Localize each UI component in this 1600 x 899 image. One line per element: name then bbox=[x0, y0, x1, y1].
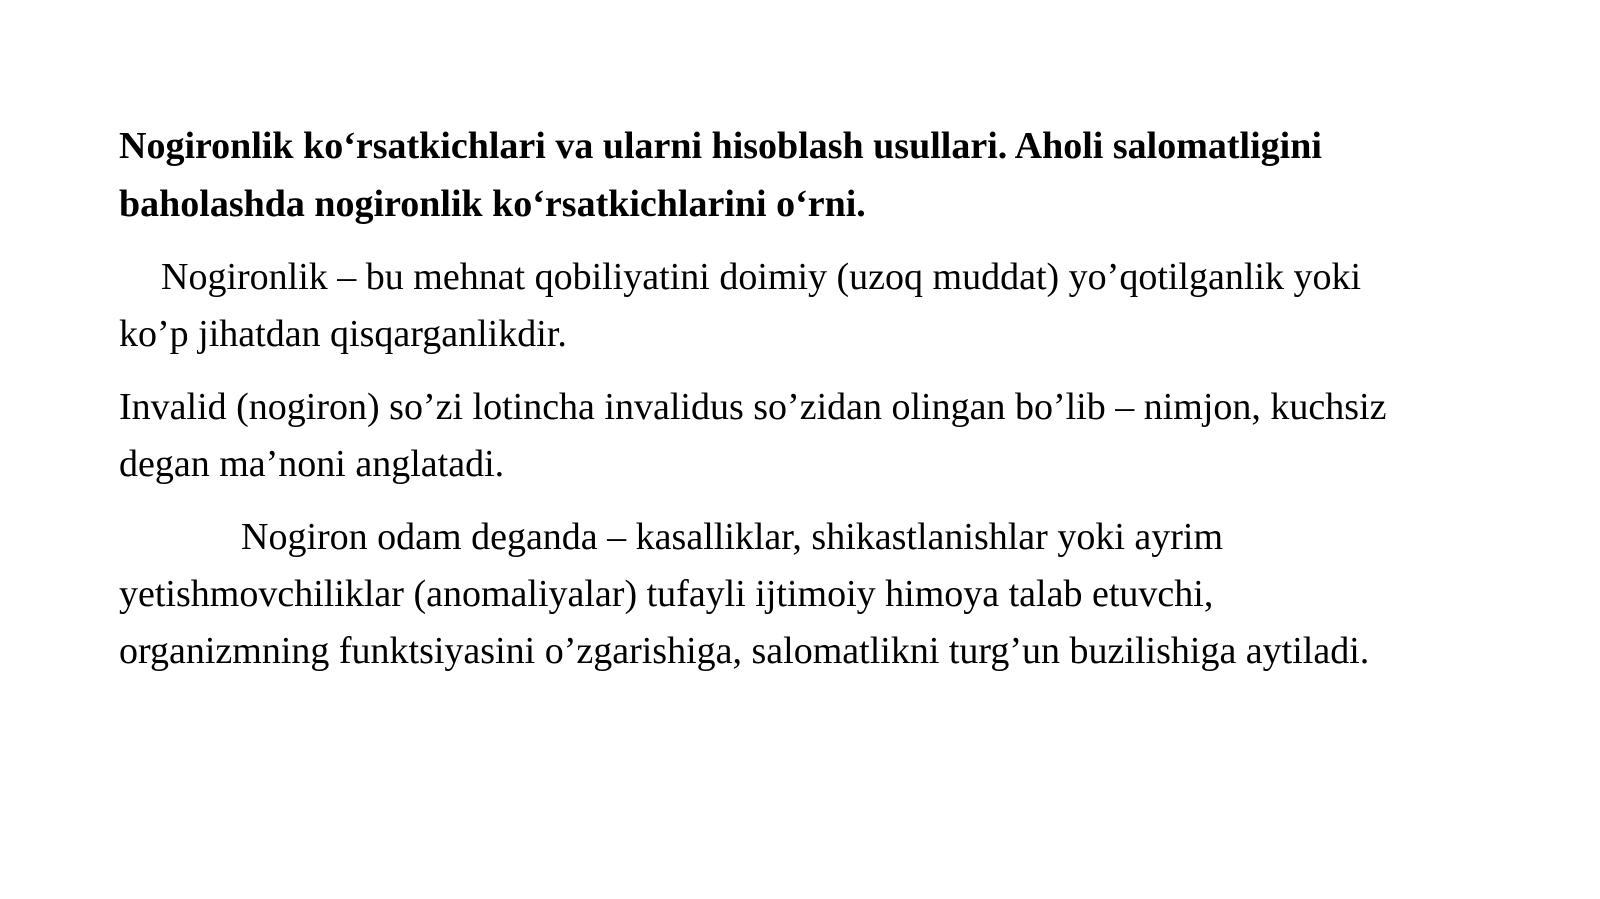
paragraph-line: ko’p jihatdan qisqarganlikdir. bbox=[119, 313, 567, 355]
paragraph-etymology bbox=[119, 379, 1519, 493]
paragraph-disabled-person bbox=[119, 509, 1519, 680]
paragraph-line: yetishmovchiliklar (anomaliyalar) tufayli ijtimoiy himoya talab etuvchi, bbox=[119, 573, 1214, 615]
slide-heading bbox=[119, 117, 1519, 233]
slide-content bbox=[119, 117, 1519, 680]
paragraph-line: organizmning funktsiyasini o’zgarishiga, salomatlikni turg’un buzilishiga aytiladi. bbox=[119, 630, 1370, 672]
paragraph-line: degan ma’noni anglatadi. bbox=[119, 443, 505, 485]
paragraph-line: Nogironlik – bu mehnat qobiliyatini doimiy (uzoq muddat) yo’qotilganlik yoki bbox=[161, 256, 1362, 298]
heading-line: Nogironlik ko‘rsatkichlari va ularni hisoblash usullari. Aholi salomatligini bbox=[119, 125, 1322, 167]
paragraph-line: Invalid (nogiron) so’zi lotincha invalidus so’zidan olingan bo’lib – nimjon, kuchsiz bbox=[119, 386, 1387, 428]
paragraph-definition bbox=[119, 249, 1519, 363]
paragraph-line: Nogiron odam deganda – kasalliklar, shikastlanishlar yoki ayrim bbox=[241, 516, 1224, 558]
heading-line: baholashda nogironlik ko‘rsatkichlarini o‘rni. bbox=[119, 183, 866, 225]
